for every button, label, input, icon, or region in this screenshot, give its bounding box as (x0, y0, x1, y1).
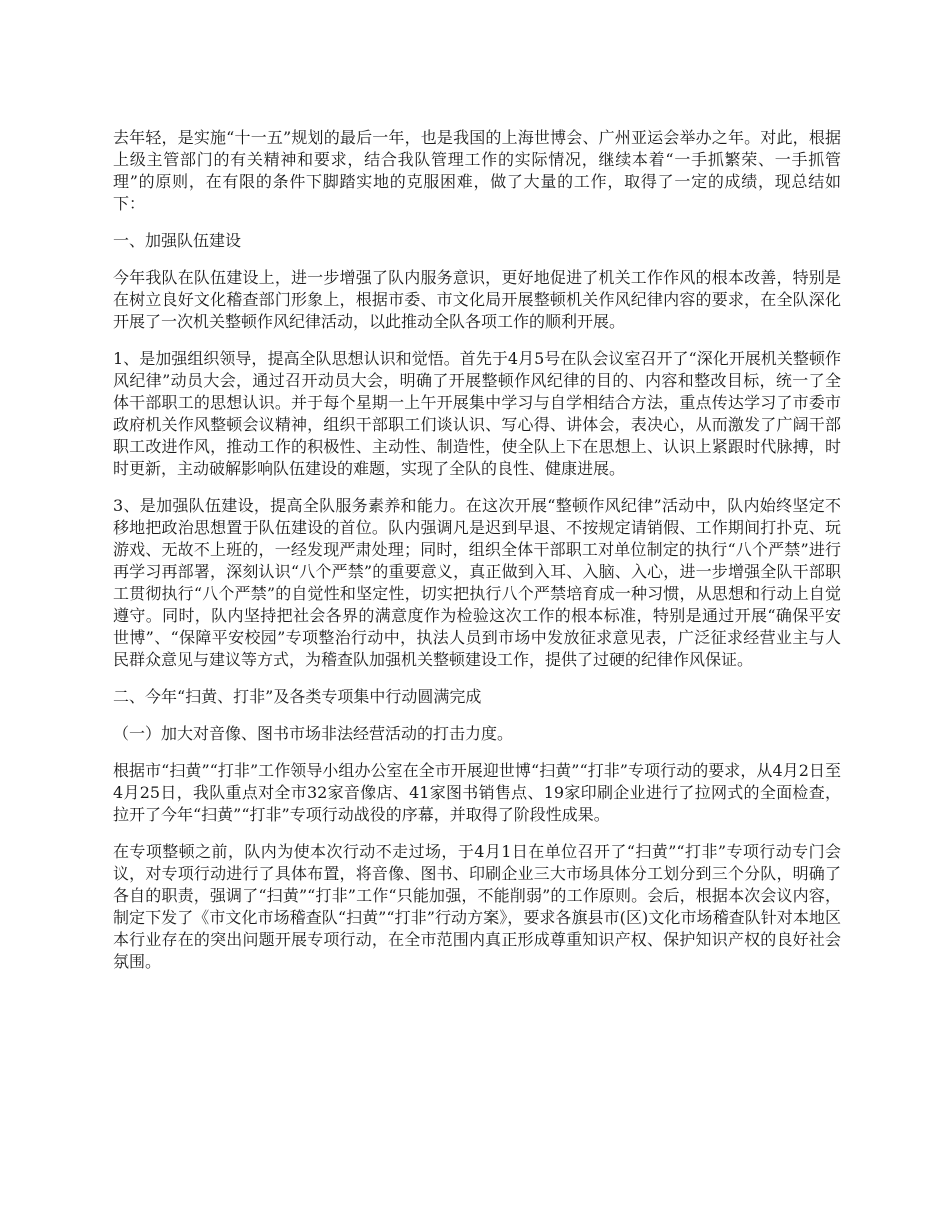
section-heading-team-building: 一、加强队伍建设 (113, 231, 242, 250)
meeting-paragraph: 在专项整顿之前，队内为使本次行动不走过场，于4月1日在单位召开了“扫黄”“打非”专项行动专门会议，对专项行动进行了具体布置，将音像、图书、印刷企业三大市场具体分工划分到三个分队，明确了各自的职责，强调了“扫黄”“打非”工作“只能加强，不能削弱”的工作原则。会后，根据本次会议内容，制定下发了《市文化市场稽查队“扫黄”“打非”行动方案》，要求各旗县市(区)文化市场稽查队针对本地区本行业存在的突出问题开展专项行动，在全市范围内真正形成尊重知识产权、保护知识产权的良好社会氛围。 (113, 842, 841, 971)
inspection-paragraph: 根据市“扫黄”“打非”工作领导小组办公室在全市开展迎世博“扫黄”“打非”专项行动的要求，从4月2日至4月25日，我队重点对全市32家音像店、41家图书销售点、19家印刷企业进行了拉网式的全面检查，拉开了今年“扫黄”“打非”专项行动战役的序幕，并取得了阶段性成果。 (113, 761, 841, 824)
section-heading-special-actions: 二、今年“扫黄、打非”及各类专项集中行动圆满完成 (113, 687, 482, 706)
subsection-heading-crackdown: （一）加大对音像、图书市场非法经营活动的打击力度。 (113, 724, 514, 743)
organization-leadership-paragraph: 1、是加强组织领导，提高全队思想认识和觉悟。首先于4月5号在队会议室召开了“深化开展机关整顿作风纪律”动员大会，通过召开动员大会，明确了开展整顿作风纪律的目的、内容和整改目标，统一了全体干部职工的思想认识。并于每个星期一上午开展集中学习与自学相结合方法，重点传达学习了市委市政府机关作风整顿会议精神，组织干部职工们谈认识、写心得、讲体会，表决心，从而激发了广阔干部职工改进作风，推动工作的积极性、主动性、制造性，使全队上下在思想上、认识上紧跟时代脉搏，时时更新，主动破解影响队伍建设的难题，实现了全队的良性、健康进展。 (113, 349, 841, 478)
intro-paragraph: 去年轻，是实施“十一五”规划的最后一年，也是我国的上海世博会、广州亚运会举办之年。对此，根据上级主管部门的有关精神和要求，结合我队管理工作的实际情况，继续本着“一手抓繁荣、一手抓管理”的原则，在有限的条件下脚踏实地的克服困难，做了大量的工作，取得了一定的成绩，现总结如下： (113, 128, 841, 213)
team-building-paragraph: 今年我队在队伍建设上，进一步增强了队内服务意识，更好地促进了机关工作作风的根本改善，特别是在树立良好文化稽查部门形象上，根据市委、市文化局开展整顿机关作风纪律内容的要求，在全队深化开展了一次机关整顿作风纪律活动，以此推动全队各项工作的顺利开展。 (113, 268, 841, 331)
service-capability-paragraph: 3、是加强队伍建设，提高全队服务素养和能力。在这次开展“整顿作风纪律”活动中，队内始终坚定不移地把政治思想置于队伍建设的首位。队内强调凡是迟到早退、不按规定请销假、工作期间打扑克、玩游戏、无故不上班的，一经发现严肃处理；同时，组织全体干部职工对单位制定的执行“八个严禁”进行再学习再部署，深刻认识“八个严禁”的重要意义，真正做到入耳、入脑、入心，进一步增强全队干部职工贯彻执行“八个严禁”的自觉性和坚定性，切实把执行八个严禁培育成一种习惯，从思想和行动上自觉遵守。同时，队内坚持把社会各界的满意度作为检验这次工作的根本标准，特别是通过开展“确保平安世博”、“保障平安校园”专项整治行动中，执法人员到市场中发放征求意见表，广泛征求经营业主与人民群众意见与建议等方式，为稽查队加强机关整顿建设工作，提供了过硬的纪律作风保证。 (113, 496, 841, 669)
document-body (113, 127, 841, 988)
